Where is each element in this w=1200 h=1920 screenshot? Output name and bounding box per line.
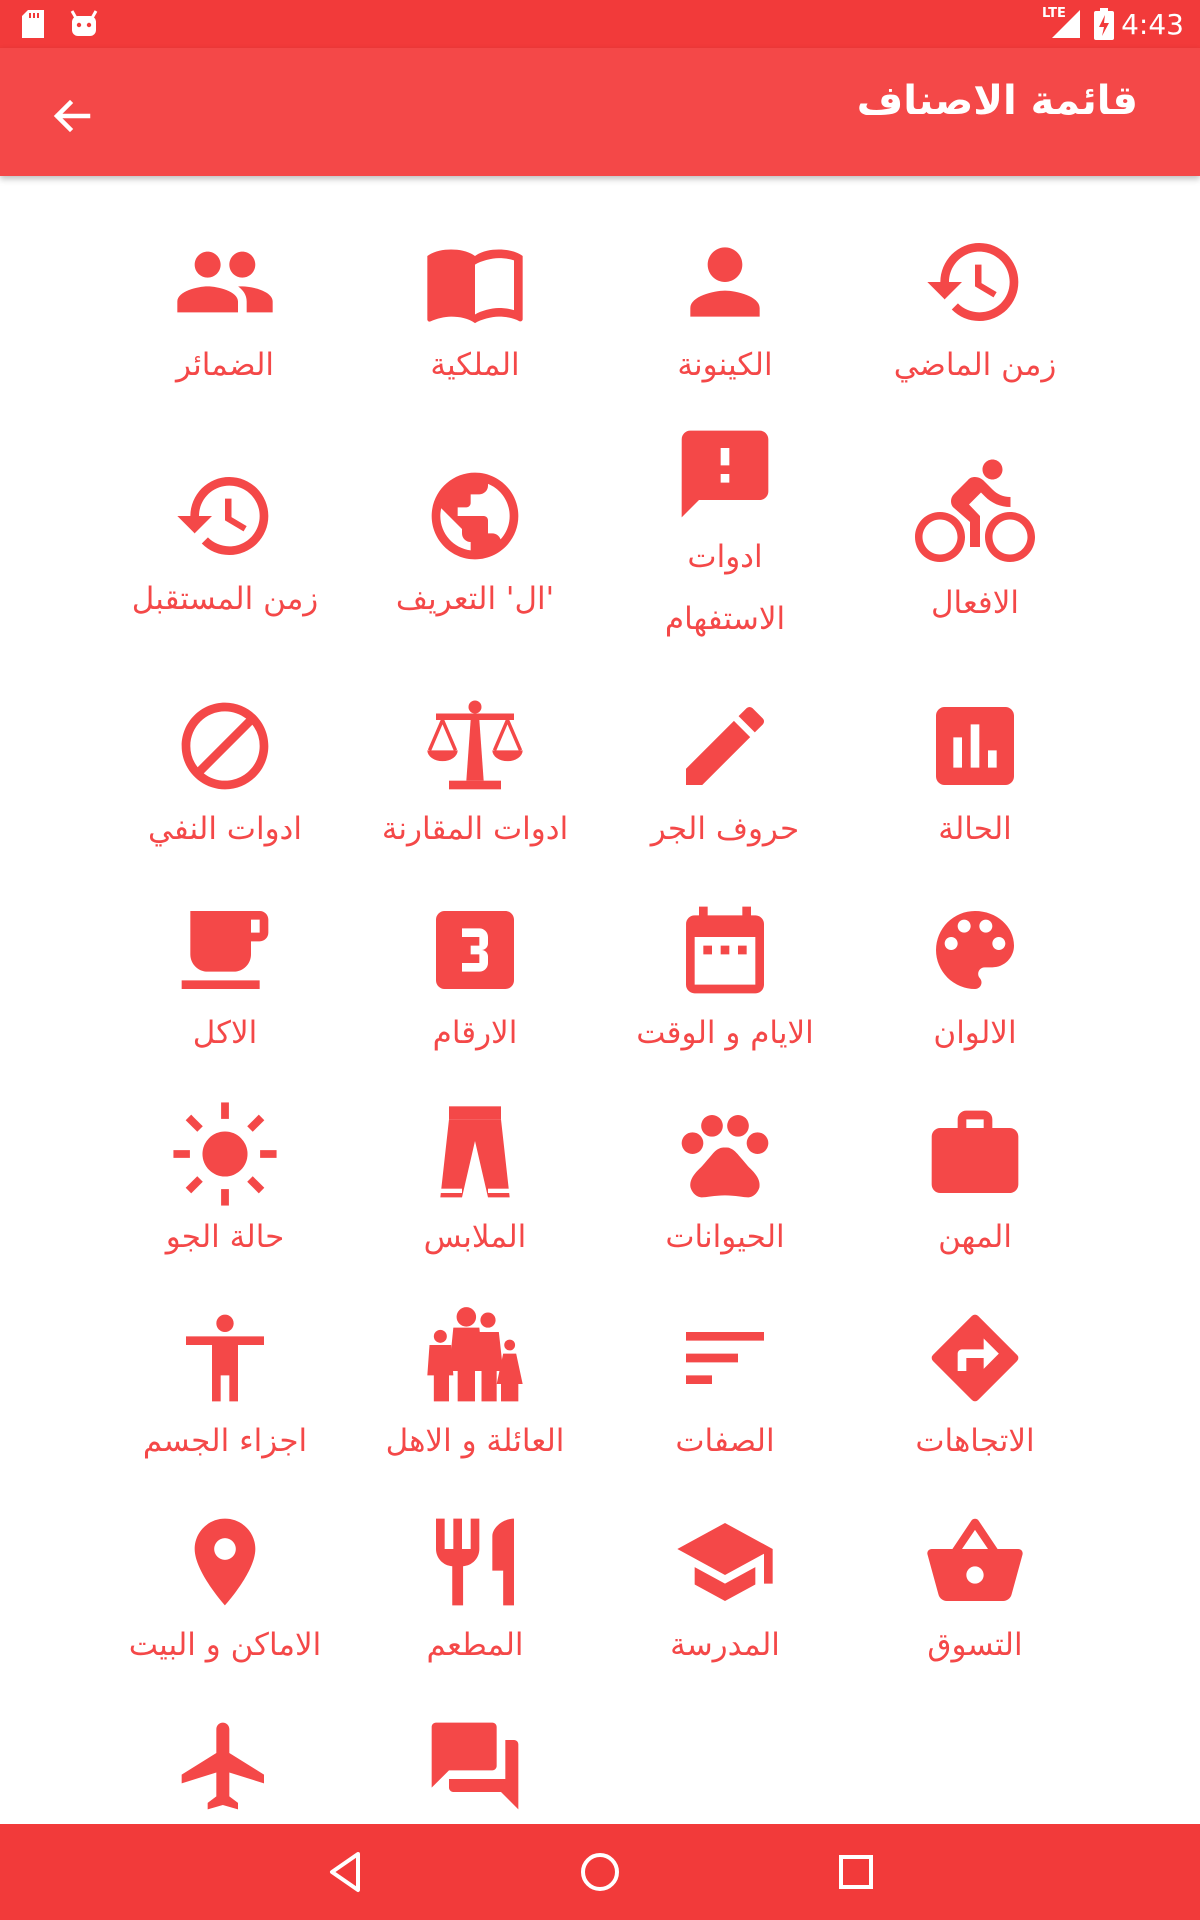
- category-label: ادوات النفي: [148, 811, 302, 847]
- basket-icon: [923, 1510, 1027, 1614]
- category-label: الكينونة: [677, 347, 773, 383]
- category-label: الملابس: [423, 1219, 527, 1255]
- nav-back-icon[interactable]: [316, 1842, 376, 1902]
- nav-home-icon[interactable]: [570, 1842, 630, 1902]
- people-icon: [173, 230, 277, 334]
- category-animals[interactable]: [605, 1102, 845, 1268]
- category-numbers[interactable]: [355, 898, 595, 1064]
- category-label: الاتجاهات: [915, 1423, 1035, 1459]
- android-icon: [70, 10, 98, 36]
- globe-icon: [423, 464, 527, 568]
- category-label: الحالة: [938, 811, 1012, 847]
- place-icon: [173, 1510, 277, 1614]
- category-conversation[interactable]: [355, 1714, 595, 1818]
- category-days-time[interactable]: [605, 898, 845, 1064]
- category-label: زمن المستقبل: [131, 581, 319, 617]
- category-label: اجزاء الجسم: [142, 1423, 308, 1459]
- restaurant-icon: [423, 1510, 527, 1614]
- category-professions[interactable]: [855, 1102, 1095, 1268]
- category-grid: [0, 176, 1200, 1824]
- status-bar: [0, 0, 1200, 48]
- forum-icon: [423, 1714, 527, 1818]
- cup-icon: [173, 898, 277, 1002]
- category-restaurant[interactable]: [355, 1510, 595, 1676]
- battery-charging-icon: [1094, 8, 1114, 40]
- category-comparison[interactable]: [355, 694, 595, 860]
- category-colors[interactable]: [855, 898, 1095, 1064]
- briefcase-icon: [923, 1102, 1027, 1206]
- category-label: ادوات المقارنة: [381, 811, 569, 847]
- category-pronouns[interactable]: [105, 230, 345, 396]
- sort-icon: [673, 1306, 777, 1410]
- category-places-home[interactable]: [105, 1510, 345, 1676]
- page-title: قائمة الاصناف: [856, 78, 1138, 124]
- category-label: حروف الجر: [650, 811, 800, 847]
- category-being[interactable]: [605, 230, 845, 396]
- category-label: 'ال' التعريف: [395, 581, 555, 617]
- category-past-tense[interactable]: [855, 230, 1095, 396]
- sd-card-icon: [20, 10, 46, 38]
- category-label: المدرسة: [670, 1627, 780, 1663]
- back-arrow-icon[interactable]: [44, 88, 100, 144]
- category-school[interactable]: [605, 1510, 845, 1676]
- block-icon: [173, 694, 277, 798]
- category-state[interactable]: [855, 694, 1095, 860]
- category-question-words[interactable]: [605, 422, 845, 650]
- category-weather[interactable]: [105, 1102, 345, 1268]
- directions-icon: [923, 1306, 1027, 1410]
- chart-icon: [923, 694, 1027, 798]
- history-icon: [923, 230, 1027, 334]
- family-icon: [423, 1306, 527, 1410]
- category-clothes[interactable]: [355, 1102, 595, 1268]
- category-label: الضمائر: [175, 347, 275, 383]
- app-bar: [0, 48, 1200, 176]
- category-label: الحيوانات: [665, 1219, 785, 1255]
- category-verbs[interactable]: [855, 452, 1095, 634]
- accessibility-icon: [173, 1306, 277, 1410]
- pencil-icon: [673, 694, 777, 798]
- category-prepositions[interactable]: [605, 694, 845, 860]
- pants-icon: [423, 1102, 527, 1206]
- category-label: الصفات: [675, 1423, 775, 1459]
- category-definite-article[interactable]: [355, 464, 595, 630]
- category-label: المهن: [938, 1219, 1012, 1255]
- calendar-icon: [673, 898, 777, 1002]
- navigation-bar: [0, 1824, 1200, 1920]
- category-adjectives[interactable]: [605, 1306, 845, 1472]
- category-label: الملكية: [430, 347, 520, 383]
- scale-icon: [423, 694, 527, 798]
- school-icon: [673, 1510, 777, 1614]
- book-icon: [423, 230, 527, 334]
- category-food[interactable]: [105, 898, 345, 1064]
- bike-icon: [915, 452, 1035, 572]
- category-label: المطعم: [426, 1627, 524, 1663]
- category-future-tense[interactable]: [105, 464, 345, 630]
- category-label: ادوات الاستفهام: [664, 539, 786, 637]
- category-body-parts[interactable]: [105, 1306, 345, 1472]
- nav-recents-icon[interactable]: [826, 1842, 886, 1902]
- category-negation[interactable]: [105, 694, 345, 860]
- network-type: LTE: [1042, 6, 1066, 21]
- category-label: الافعال: [930, 585, 1020, 621]
- number-3-icon: [423, 898, 527, 1002]
- history-icon: [173, 464, 277, 568]
- category-label: العائلة و الاهل: [385, 1423, 565, 1459]
- person-icon: [673, 230, 777, 334]
- category-label: حالة الجو: [165, 1219, 285, 1255]
- category-label: الاماكن و البيت: [128, 1627, 322, 1663]
- category-label: الارقام: [432, 1015, 518, 1051]
- airplane-icon: [173, 1714, 277, 1818]
- category-label: زمن الماضي: [893, 347, 1057, 383]
- sun-icon: [173, 1102, 277, 1206]
- category-possession[interactable]: [355, 230, 595, 396]
- palette-icon: [923, 898, 1027, 1002]
- paw-icon: [673, 1102, 777, 1206]
- category-label: الالوان: [933, 1015, 1017, 1051]
- category-shopping[interactable]: [855, 1510, 1095, 1676]
- category-directions[interactable]: [855, 1306, 1095, 1472]
- category-label: الايام و الوقت: [636, 1015, 814, 1051]
- category-label: الاكل: [192, 1015, 258, 1051]
- feedback-icon: [673, 422, 777, 526]
- category-family[interactable]: [355, 1306, 595, 1472]
- category-label: التسوق: [927, 1627, 1023, 1663]
- category-travel[interactable]: [105, 1714, 345, 1818]
- status-time: 4:43: [1121, 8, 1184, 41]
